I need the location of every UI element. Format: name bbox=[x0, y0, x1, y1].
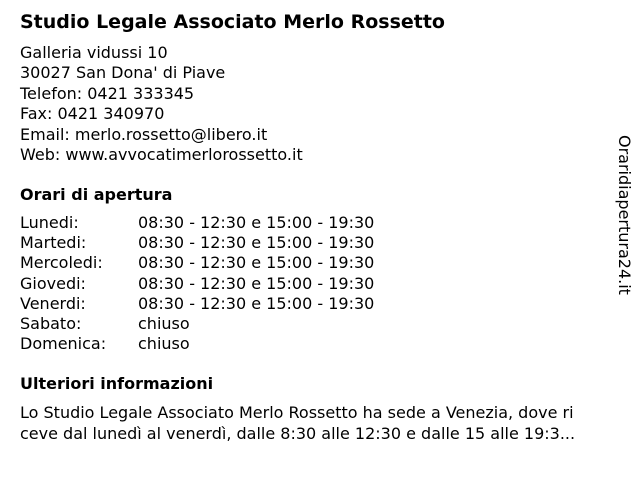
city-address: 30027 San Dona' di Piave bbox=[20, 63, 226, 83]
info-text bbox=[20, 402, 630, 444]
watermark-text: Oraridiapertura24.it bbox=[615, 135, 634, 295]
hours-day: Martedi: bbox=[20, 233, 87, 253]
hours-time: 08:30 - 12:30 e 15:00 - 19:30 bbox=[138, 213, 375, 232]
hours-time: 08:30 - 12:30 e 15:00 - 19:30 bbox=[138, 253, 375, 273]
hours-time: chiuso bbox=[138, 334, 190, 354]
info-line: Lo Studio Legale Associato Merlo Rossetto ha sede a Venezia, dove ri bbox=[20, 403, 574, 422]
phone-number: Telefon: 0421 333345 bbox=[20, 83, 195, 103]
business-title: Studio Legale Associato Merlo Rossetto bbox=[20, 11, 445, 33]
hours-day: Lunedi: bbox=[20, 213, 79, 232]
fax-number: Fax: 0421 340970 bbox=[20, 104, 165, 124]
street-address: Galleria vidussi 10 bbox=[20, 43, 168, 62]
info-heading: Ulteriori informazioni bbox=[20, 374, 214, 393]
hours-heading: Orari di apertura bbox=[20, 185, 173, 204]
hours-day: Mercoledi: bbox=[20, 253, 103, 273]
hours-day: Sabato: bbox=[20, 313, 82, 333]
website: Web: www.avvocatimerlorossetto.it bbox=[20, 144, 303, 164]
hours-day: Venerdi: bbox=[20, 293, 86, 313]
hours-time: chiuso bbox=[138, 313, 190, 333]
hours-day: Domenica: bbox=[20, 334, 107, 354]
hours-time: 08:30 - 12:30 e 15:00 - 19:30 bbox=[138, 233, 375, 253]
hours-time: 08:30 - 12:30 e 15:00 - 19:30 bbox=[138, 293, 375, 313]
watermark bbox=[612, 135, 636, 315]
hours-time: 08:30 - 12:30 e 15:00 - 19:30 bbox=[138, 273, 375, 293]
contact-block bbox=[20, 43, 303, 165]
hours-day: Giovedi: bbox=[20, 273, 86, 293]
info-line: ceve dal lunedì al venerdì, dalle 8:30 alle 12:30 e dalle 15 alle 19:3... bbox=[20, 424, 576, 443]
email-address: Email: merlo.rossetto@libero.it bbox=[20, 124, 268, 144]
